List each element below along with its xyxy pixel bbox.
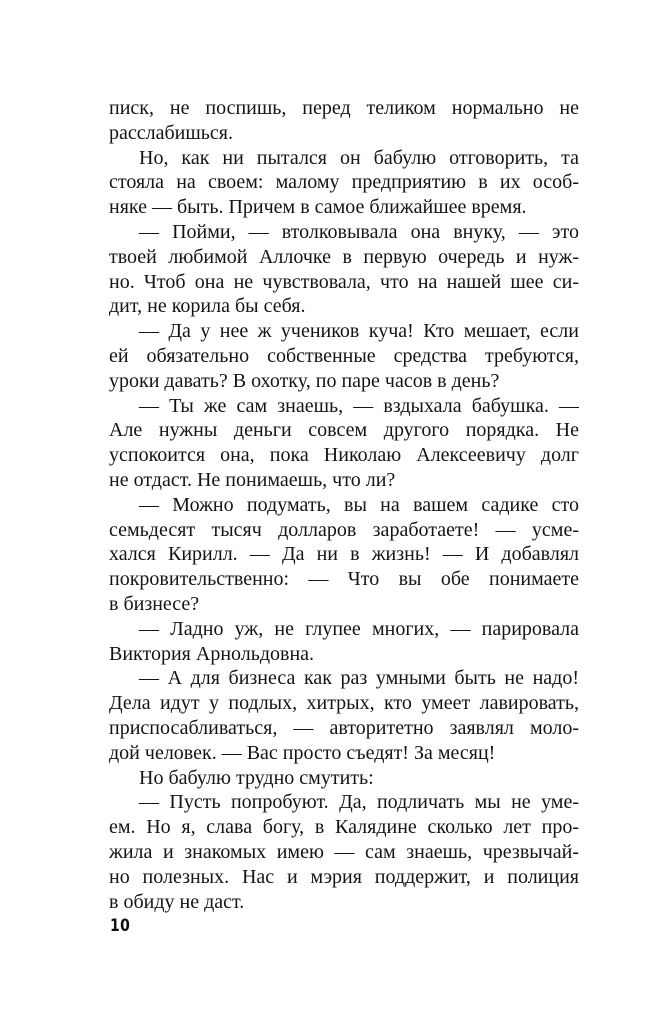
text-line: покровительственно: — Что вы обе понимаете (109, 568, 579, 591)
text-line: — Ладно уж, не глупее многих, — парировала (139, 617, 579, 640)
text-line: Но, как ни пытался он бабулю отговорить, та (139, 146, 579, 169)
text-line: — Пойми, — втолковывала она внуку, — это (139, 220, 579, 243)
page-text (109, 96, 579, 914)
text-line: Виктория Арнольдовна. (109, 642, 315, 665)
text-line: успокоится она, пока Николаю Алексеевичу долг (109, 444, 579, 467)
text-line: — Пусть попробуют. Да, подличать мы не уме- (139, 791, 579, 814)
text-line: Но бабулю трудно смутить: (139, 766, 374, 789)
text-line: приспосабливаться, — авторитетно заявлял моло- (109, 716, 579, 739)
text-line: в обиду не даст. (109, 890, 245, 913)
text-line: — А для бизнеса как раз умными быть не надо! (139, 667, 579, 690)
page-number: 10 (110, 916, 131, 936)
text-line: няке — быть. Причем в самое ближайшее время. (109, 196, 527, 219)
text-line: жила и знакомых имею — сам знаешь, чрезвычай- (109, 840, 579, 863)
text-line: в бизнесе? (109, 592, 200, 615)
text-line: семьдесят тысяч долларов заработаете! — усме- (109, 518, 579, 541)
text-line: уроки давать? В охотку, по паре часов в день? (109, 369, 500, 392)
text-line: дой человек. — Вас просто съедят! За месяц! (109, 741, 496, 764)
text-line: ей обязательно собственные средства требуются, (109, 344, 579, 367)
text-line: хался Кирилл. — Да ни в жизнь! — И добавлял (109, 543, 579, 566)
text-line: Але нужны деньги совсем другого порядка. Не (109, 419, 579, 442)
text-line: — Можно подумать, вы на вашем садике сто (139, 493, 579, 516)
text-line: Дела идут у подлых, хитрых, кто умеет лавировать, (109, 692, 579, 715)
text-line: но. Чтоб она не чувствовала, что на нашей шее си- (109, 270, 579, 293)
text-line: дит, не корила бы себя. (109, 295, 306, 318)
text-line: расслабишься. (109, 121, 233, 144)
text-line: твоей любимой Аллочке в первую очередь и нуж- (109, 245, 579, 268)
text-line: но полезных. Нас и мэрия поддержит, и полиция (109, 865, 579, 888)
text-line: стояла на своем: малому предприятию в их особ- (109, 171, 579, 194)
text-line: — Ты же сам знаешь, — вздыхала бабушка. — (139, 394, 579, 417)
text-line: ем. Но я, слава богу, в Калядине сколько лет про- (109, 816, 579, 839)
text-line: писк, не поспишь, перед теликом нормально не (109, 97, 579, 119)
text-line: — Да у нее ж учеников куча! Кто мешает, если (139, 320, 579, 343)
text-line: не отдаст. Не понимаешь, что ли? (109, 468, 396, 491)
